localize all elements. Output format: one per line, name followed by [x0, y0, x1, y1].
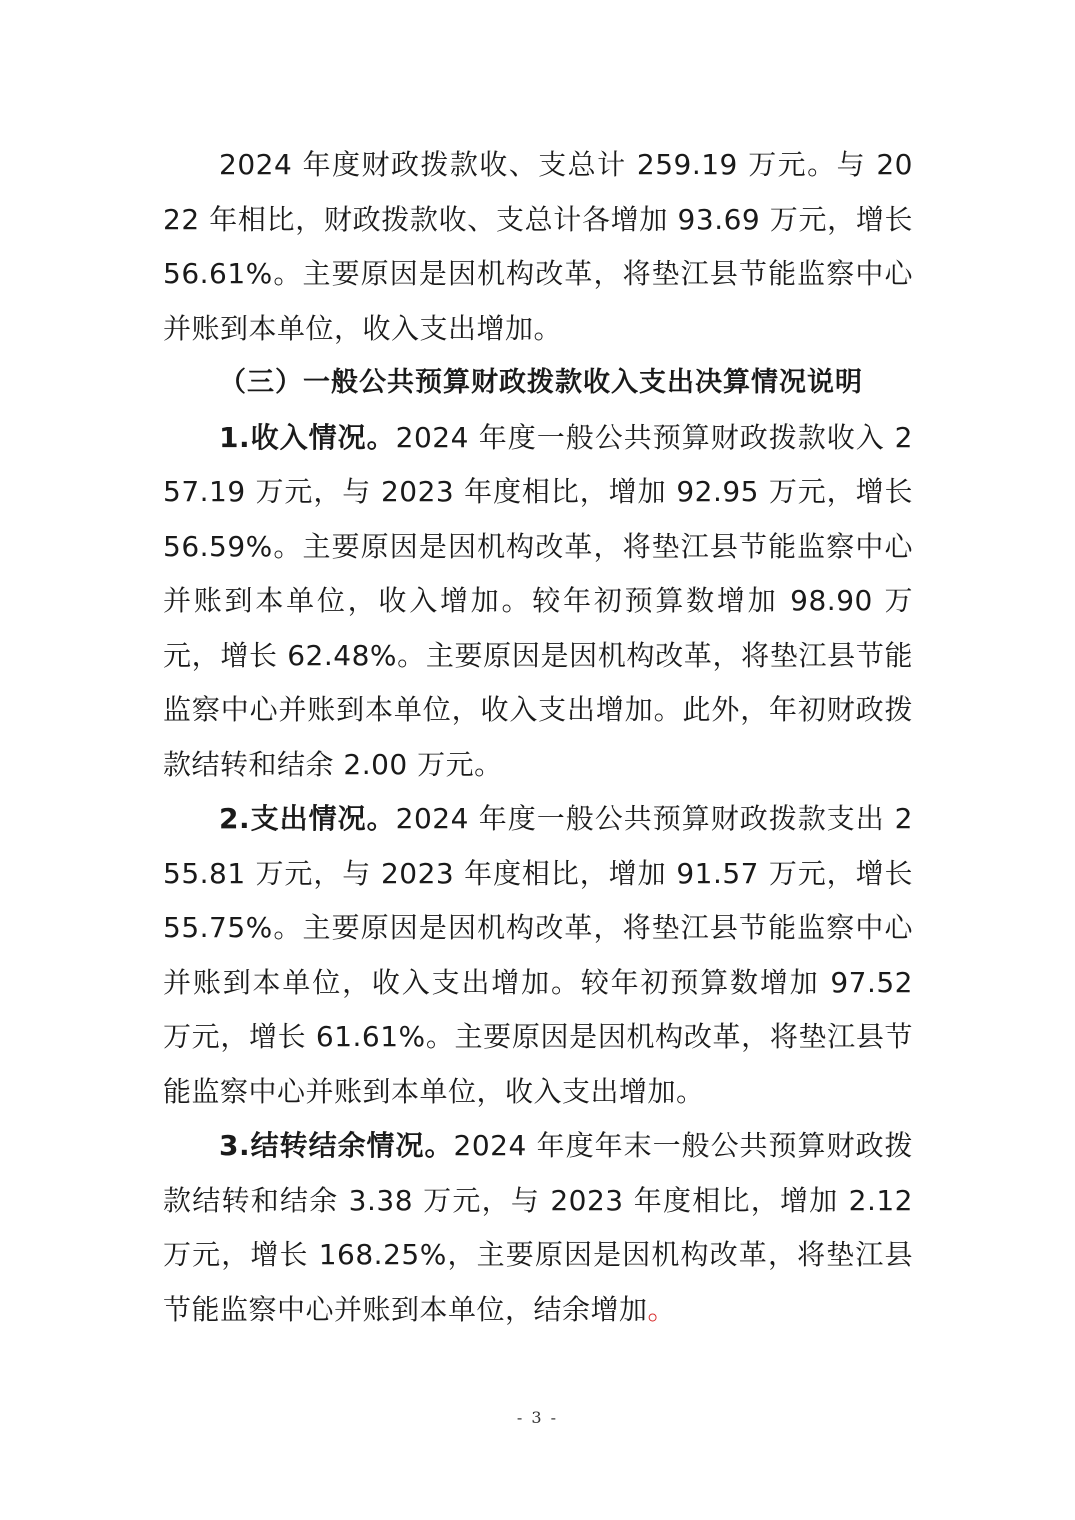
paragraph-carryover	[163, 1119, 913, 1337]
section-heading: （三）一般公共预算财政拨款收入支出决算情况说明	[219, 367, 863, 398]
expenditure-lead-label: 2.支出情况。	[219, 802, 396, 835]
page-number: - 3 -	[516, 1408, 559, 1427]
paragraph-income	[163, 411, 913, 793]
carryover-body-text: 2024 年度年末一般公共预算财政拨款结转和结余 3.38 万元，与 2023 年度相比，增加 2.12 万元，增长 168.25%，主要原因是因机构改革，将垫江县节能监察中心并账到本单位，结余增加	[163, 1129, 913, 1326]
paragraph-expenditure	[163, 792, 913, 1119]
income-lead-label: 1.收入情况。	[219, 420, 396, 454]
carryover-lead-label: 3.结转结余情况。	[219, 1129, 454, 1162]
paragraph-total-summary: 2024 年度财政拨款收、支总计 259.19 万元。与 2022 年相比，财政拨款收、支总计各增加 93.69 万元，增长 56.61%。主要原因是因机构改革，将垫江县节能监察中心并账到本单位，收入支出增加。	[163, 148, 913, 345]
carryover-end-mark: 。	[647, 1292, 677, 1326]
income-body-text: 2024 年度一般公共预算财政拨款收入 257.19 万元，与 2023 年度相比，增加 92.95 万元，增长 56.59%。主要原因是因机构改革，将垫江县节能监察中心并账到本单位，收入增加。较年初预算数增加 98.90 万元，增长 62.48%。主要原因是因机构改革，将垫江县节能监察中心并账到本单位，收入支出增加。此外，年初财政拨款结转和结余 2.00 万元。	[163, 420, 913, 781]
expenditure-body-text: 2024 年度一般公共预算财政拨款支出 255.81 万元，与 2023 年度相比，增加 91.57 万元，增长 55.75%。主要原因是因机构改革，将垫江县节能监察中心并账到本单位，收入支出增加。较年初预算数增加 97.52 万元，增长 61.61%。主要原因是因机构改革，将垫江县节能监察中心并账到本单位，收入支出增加。	[163, 802, 913, 1108]
document-page	[163, 138, 913, 1337]
